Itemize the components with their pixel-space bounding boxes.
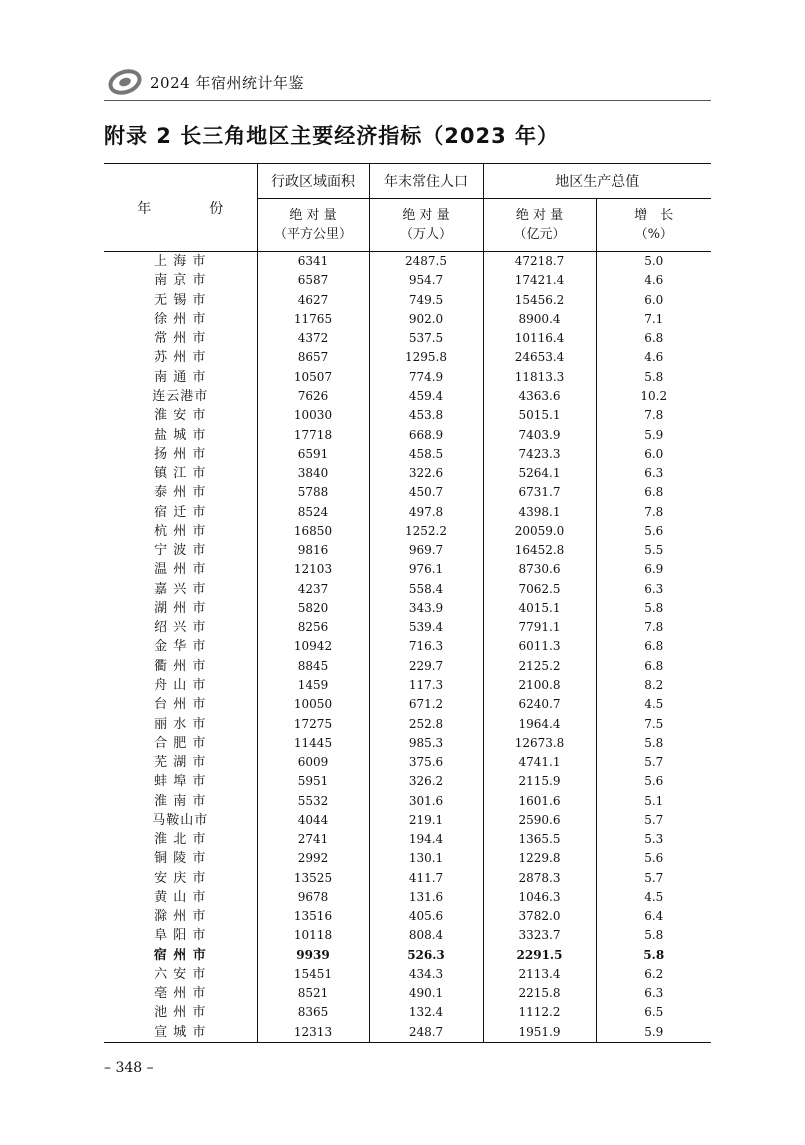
city-name-cell: 盐 城 市 bbox=[154, 427, 207, 443]
population-cell: 117.3 bbox=[369, 676, 483, 695]
population-cell: 248.7 bbox=[369, 1023, 483, 1043]
population-cell: 539.4 bbox=[369, 618, 483, 637]
city-name-cell: 丽 水 市 bbox=[154, 716, 207, 732]
city-name-cell: 蚌 埠 市 bbox=[154, 774, 207, 790]
city-name-cell: 铜 陵 市 bbox=[154, 851, 207, 867]
city-name-cell: 台 州 市 bbox=[154, 697, 207, 713]
table-row bbox=[104, 926, 711, 945]
area-cell: 17718 bbox=[257, 425, 369, 444]
city-name-cell: 宁 波 市 bbox=[154, 543, 207, 559]
area-cell: 6587 bbox=[257, 271, 369, 290]
area-cell: 4372 bbox=[257, 329, 369, 348]
table-row bbox=[104, 483, 711, 502]
growth-cell: 5.1 bbox=[596, 791, 711, 810]
population-cell: 130.1 bbox=[369, 849, 483, 868]
population-cell: 668.9 bbox=[369, 425, 483, 444]
area-cell: 16850 bbox=[257, 522, 369, 541]
subheader-gdp: 绝 对 量 （亿元） bbox=[483, 199, 596, 252]
gdp-cell: 2113.4 bbox=[483, 965, 596, 984]
growth-cell: 6.4 bbox=[596, 907, 711, 926]
growth-cell: 10.2 bbox=[596, 387, 711, 406]
growth-cell: 7.5 bbox=[596, 714, 711, 733]
city-name-cell: 合 肥 市 bbox=[154, 735, 207, 751]
growth-cell: 5.8 bbox=[596, 368, 711, 387]
city-name-cell: 芜 湖 市 bbox=[154, 755, 207, 771]
area-cell: 13525 bbox=[257, 869, 369, 888]
table-row bbox=[104, 580, 711, 599]
city-name-cell: 舟 山 市 bbox=[154, 677, 207, 693]
gdp-cell: 24653.4 bbox=[483, 348, 596, 367]
growth-cell: 5.7 bbox=[596, 869, 711, 888]
population-cell: 301.6 bbox=[369, 791, 483, 810]
growth-cell: 6.3 bbox=[596, 984, 711, 1003]
page-title: 附录 2 长三角地区主要经济指标（2023 年） bbox=[104, 124, 559, 148]
growth-cell: 4.5 bbox=[596, 695, 711, 714]
city-name-cell: 常 州 市 bbox=[154, 331, 207, 347]
table-row bbox=[104, 599, 711, 618]
table-row bbox=[104, 791, 711, 810]
population-cell: 411.7 bbox=[369, 869, 483, 888]
population-cell: 497.8 bbox=[369, 502, 483, 521]
table-row bbox=[104, 734, 711, 753]
gdp-cell: 7062.5 bbox=[483, 580, 596, 599]
area-cell: 12313 bbox=[257, 1023, 369, 1043]
city-name-cell: 安 庆 市 bbox=[154, 870, 207, 886]
growth-cell: 7.1 bbox=[596, 310, 711, 329]
growth-cell: 6.8 bbox=[596, 657, 711, 676]
population-cell: 954.7 bbox=[369, 271, 483, 290]
gdp-cell: 47218.7 bbox=[483, 252, 596, 272]
area-cell: 7626 bbox=[257, 387, 369, 406]
growth-cell: 6.3 bbox=[596, 580, 711, 599]
growth-cell: 6.5 bbox=[596, 1003, 711, 1022]
gdp-cell: 1964.4 bbox=[483, 714, 596, 733]
population-cell: 1295.8 bbox=[369, 348, 483, 367]
area-cell: 10118 bbox=[257, 926, 369, 945]
table-row bbox=[104, 888, 711, 907]
population-cell: 537.5 bbox=[369, 329, 483, 348]
city-name-cell: 镇 江 市 bbox=[154, 466, 207, 482]
city-name-cell: 南 通 市 bbox=[154, 369, 207, 385]
year-header: 年 份 bbox=[104, 164, 257, 252]
growth-cell: 5.9 bbox=[596, 1023, 711, 1043]
growth-cell: 8.2 bbox=[596, 676, 711, 695]
gdp-cell: 11813.3 bbox=[483, 368, 596, 387]
gdp-cell: 1046.3 bbox=[483, 888, 596, 907]
table-row bbox=[104, 406, 711, 425]
city-name-cell: 淮 安 市 bbox=[154, 408, 207, 424]
growth-cell: 7.8 bbox=[596, 502, 711, 521]
population-cell: 434.3 bbox=[369, 965, 483, 984]
population-cell: 252.8 bbox=[369, 714, 483, 733]
city-name-cell: 宣 城 市 bbox=[104, 1023, 257, 1043]
group-header-gdp: 地区生产总值 bbox=[483, 164, 711, 199]
gdp-cell: 16452.8 bbox=[483, 541, 596, 560]
table-row bbox=[104, 348, 711, 367]
area-cell: 9816 bbox=[257, 541, 369, 560]
table-row bbox=[104, 946, 711, 965]
population-cell: 459.4 bbox=[369, 387, 483, 406]
city-name-cell: 连云港市 bbox=[152, 388, 209, 404]
area-cell: 4627 bbox=[257, 291, 369, 310]
population-cell: 453.8 bbox=[369, 406, 483, 425]
table-row bbox=[104, 676, 711, 695]
population-cell: 131.6 bbox=[369, 888, 483, 907]
city-name-cell: 黄 山 市 bbox=[154, 889, 207, 905]
growth-cell: 5.6 bbox=[596, 772, 711, 791]
gdp-cell: 1365.5 bbox=[483, 830, 596, 849]
city-name-cell: 苏 州 市 bbox=[154, 350, 207, 366]
population-cell: 326.2 bbox=[369, 772, 483, 791]
table-row bbox=[104, 252, 711, 272]
area-cell: 2992 bbox=[257, 849, 369, 868]
area-cell: 10942 bbox=[257, 637, 369, 656]
gdp-cell: 8730.6 bbox=[483, 560, 596, 579]
city-name-cell: 无 锡 市 bbox=[154, 292, 207, 308]
growth-cell: 6.0 bbox=[596, 291, 711, 310]
table-row bbox=[104, 541, 711, 560]
growth-cell: 5.8 bbox=[596, 734, 711, 753]
city-name-cell: 滁 州 市 bbox=[154, 909, 207, 925]
gdp-cell: 4363.6 bbox=[483, 387, 596, 406]
area-cell: 6341 bbox=[257, 252, 369, 272]
table-row bbox=[104, 368, 711, 387]
population-cell: 132.4 bbox=[369, 1003, 483, 1022]
table-row bbox=[104, 560, 711, 579]
city-name-cell: 绍 兴 市 bbox=[154, 620, 207, 636]
city-name-cell: 池 州 市 bbox=[154, 1005, 207, 1021]
gdp-cell: 1951.9 bbox=[483, 1023, 596, 1043]
page-number: – 348 – bbox=[104, 1060, 154, 1076]
area-cell: 5532 bbox=[257, 791, 369, 810]
gdp-cell: 7791.1 bbox=[483, 618, 596, 637]
gdp-cell: 20059.0 bbox=[483, 522, 596, 541]
gdp-cell: 2100.8 bbox=[483, 676, 596, 695]
growth-cell: 5.9 bbox=[596, 425, 711, 444]
area-cell: 9678 bbox=[257, 888, 369, 907]
running-header bbox=[108, 66, 304, 98]
table-row bbox=[104, 502, 711, 521]
growth-cell: 5.3 bbox=[596, 830, 711, 849]
growth-cell: 6.8 bbox=[596, 483, 711, 502]
city-name-cell: 泰 州 市 bbox=[154, 485, 207, 501]
header-rule bbox=[104, 100, 711, 101]
yearbook-logo-icon bbox=[108, 69, 142, 95]
area-cell: 5820 bbox=[257, 599, 369, 618]
table-row bbox=[104, 753, 711, 772]
area-cell: 9939 bbox=[257, 946, 369, 965]
area-cell: 6009 bbox=[257, 753, 369, 772]
city-name-cell: 湖 州 市 bbox=[154, 600, 207, 616]
gdp-cell: 5264.1 bbox=[483, 464, 596, 483]
gdp-cell: 2878.3 bbox=[483, 869, 596, 888]
population-cell: 749.5 bbox=[369, 291, 483, 310]
table-row bbox=[104, 445, 711, 464]
city-name-cell: 温 州 市 bbox=[154, 562, 207, 578]
population-cell: 490.1 bbox=[369, 984, 483, 1003]
table-row bbox=[104, 637, 711, 656]
population-cell: 716.3 bbox=[369, 637, 483, 656]
population-cell: 969.7 bbox=[369, 541, 483, 560]
gdp-cell: 6731.7 bbox=[483, 483, 596, 502]
area-cell: 6591 bbox=[257, 445, 369, 464]
area-cell: 4237 bbox=[257, 580, 369, 599]
subheader-population: 绝 对 量 （万人） bbox=[369, 199, 483, 252]
population-cell: 343.9 bbox=[369, 599, 483, 618]
growth-cell: 7.8 bbox=[596, 618, 711, 637]
city-name-cell: 淮 北 市 bbox=[154, 832, 207, 848]
area-cell: 13516 bbox=[257, 907, 369, 926]
population-cell: 229.7 bbox=[369, 657, 483, 676]
city-name-cell: 杭 州 市 bbox=[154, 523, 207, 539]
gdp-cell: 1112.2 bbox=[483, 1003, 596, 1022]
gdp-cell: 3323.7 bbox=[483, 926, 596, 945]
city-name-cell: 宿 迁 市 bbox=[154, 504, 207, 520]
gdp-cell: 2590.6 bbox=[483, 811, 596, 830]
table-row bbox=[104, 869, 711, 888]
gdp-cell: 17421.4 bbox=[483, 271, 596, 290]
gdp-cell: 1601.6 bbox=[483, 791, 596, 810]
group-header-area: 行政区域面积 bbox=[257, 164, 369, 199]
population-cell: 1252.2 bbox=[369, 522, 483, 541]
population-cell: 219.1 bbox=[369, 811, 483, 830]
population-cell: 194.4 bbox=[369, 830, 483, 849]
growth-cell: 7.8 bbox=[596, 406, 711, 425]
population-cell: 671.2 bbox=[369, 695, 483, 714]
population-cell: 375.6 bbox=[369, 753, 483, 772]
city-name-cell: 阜 阳 市 bbox=[154, 928, 207, 944]
city-name-cell: 宿 州 市 bbox=[153, 947, 207, 963]
table-row bbox=[104, 907, 711, 926]
table-row bbox=[104, 849, 711, 868]
gdp-cell: 12673.8 bbox=[483, 734, 596, 753]
table-row bbox=[104, 291, 711, 310]
area-cell: 15451 bbox=[257, 965, 369, 984]
growth-cell: 6.9 bbox=[596, 560, 711, 579]
city-name-cell: 嘉 兴 市 bbox=[154, 581, 207, 597]
table-row bbox=[104, 1023, 711, 1043]
table-row bbox=[104, 464, 711, 483]
area-cell: 1459 bbox=[257, 676, 369, 695]
growth-cell: 5.8 bbox=[596, 926, 711, 945]
table-row bbox=[104, 695, 711, 714]
city-name-cell: 金 华 市 bbox=[154, 639, 207, 655]
area-cell: 8256 bbox=[257, 618, 369, 637]
city-name-cell: 淮 南 市 bbox=[154, 793, 207, 809]
area-cell: 2741 bbox=[257, 830, 369, 849]
city-name-cell: 扬 州 市 bbox=[154, 446, 207, 462]
table-row bbox=[104, 329, 711, 348]
city-name-cell: 衢 州 市 bbox=[154, 658, 207, 674]
table-row bbox=[104, 387, 711, 406]
growth-cell: 5.0 bbox=[596, 252, 711, 272]
area-cell: 4044 bbox=[257, 811, 369, 830]
table-row bbox=[104, 1003, 711, 1022]
table-row bbox=[104, 271, 711, 290]
table-row bbox=[104, 830, 711, 849]
area-cell: 3840 bbox=[257, 464, 369, 483]
area-cell: 5951 bbox=[257, 772, 369, 791]
growth-cell: 4.5 bbox=[596, 888, 711, 907]
population-cell: 405.6 bbox=[369, 907, 483, 926]
city-name-cell: 马鞍山市 bbox=[152, 812, 209, 828]
gdp-cell: 3782.0 bbox=[483, 907, 596, 926]
city-name-cell: 徐 州 市 bbox=[154, 311, 207, 327]
table-row bbox=[104, 965, 711, 984]
gdp-cell: 7403.9 bbox=[483, 425, 596, 444]
area-cell: 8365 bbox=[257, 1003, 369, 1022]
gdp-cell: 4015.1 bbox=[483, 599, 596, 618]
gdp-cell: 4741.1 bbox=[483, 753, 596, 772]
city-name-cell: 南 京 市 bbox=[154, 273, 207, 289]
area-cell: 11445 bbox=[257, 734, 369, 753]
area-cell: 10030 bbox=[257, 406, 369, 425]
subheader-area: 绝 对 量 （平方公里） bbox=[257, 199, 369, 252]
population-cell: 322.6 bbox=[369, 464, 483, 483]
gdp-cell: 15456.2 bbox=[483, 291, 596, 310]
growth-cell: 6.8 bbox=[596, 637, 711, 656]
gdp-cell: 7423.3 bbox=[483, 445, 596, 464]
area-cell: 11765 bbox=[257, 310, 369, 329]
growth-cell: 5.6 bbox=[596, 849, 711, 868]
growth-cell: 6.0 bbox=[596, 445, 711, 464]
area-cell: 8524 bbox=[257, 502, 369, 521]
growth-cell: 5.5 bbox=[596, 541, 711, 560]
table-row bbox=[104, 811, 711, 830]
table-row bbox=[104, 522, 711, 541]
population-cell: 902.0 bbox=[369, 310, 483, 329]
growth-cell: 6.2 bbox=[596, 965, 711, 984]
population-cell: 774.9 bbox=[369, 368, 483, 387]
gdp-cell: 1229.8 bbox=[483, 849, 596, 868]
population-cell: 985.3 bbox=[369, 734, 483, 753]
population-cell: 450.7 bbox=[369, 483, 483, 502]
gdp-cell: 2115.9 bbox=[483, 772, 596, 791]
growth-cell: 5.7 bbox=[596, 753, 711, 772]
population-cell: 976.1 bbox=[369, 560, 483, 579]
growth-cell: 5.8 bbox=[596, 946, 711, 965]
area-cell: 10050 bbox=[257, 695, 369, 714]
growth-cell: 4.6 bbox=[596, 348, 711, 367]
population-cell: 558.4 bbox=[369, 580, 483, 599]
table-row bbox=[104, 984, 711, 1003]
economic-indicators-table bbox=[104, 163, 711, 1043]
subheader-growth: 增 长 （%） bbox=[596, 199, 711, 252]
growth-cell: 6.8 bbox=[596, 329, 711, 348]
population-cell: 526.3 bbox=[369, 946, 483, 965]
table-row bbox=[104, 425, 711, 444]
table-row bbox=[104, 657, 711, 676]
table-row bbox=[104, 714, 711, 733]
gdp-cell: 10116.4 bbox=[483, 329, 596, 348]
gdp-cell: 8900.4 bbox=[483, 310, 596, 329]
area-cell: 10507 bbox=[257, 368, 369, 387]
growth-cell: 5.7 bbox=[596, 811, 711, 830]
area-cell: 8845 bbox=[257, 657, 369, 676]
area-cell: 8521 bbox=[257, 984, 369, 1003]
growth-cell: 5.6 bbox=[596, 522, 711, 541]
gdp-cell: 4398.1 bbox=[483, 502, 596, 521]
gdp-cell: 6011.3 bbox=[483, 637, 596, 656]
table-body bbox=[104, 252, 711, 1043]
table-row bbox=[104, 618, 711, 637]
city-name-cell: 亳 州 市 bbox=[154, 986, 207, 1002]
gdp-cell: 2291.5 bbox=[483, 946, 596, 965]
area-cell: 5788 bbox=[257, 483, 369, 502]
growth-cell: 6.3 bbox=[596, 464, 711, 483]
gdp-cell: 2215.8 bbox=[483, 984, 596, 1003]
gdp-cell: 5015.1 bbox=[483, 406, 596, 425]
city-name-cell: 六 安 市 bbox=[154, 966, 207, 982]
city-name-cell: 上 海 市 bbox=[154, 254, 207, 270]
table-row bbox=[104, 310, 711, 329]
population-cell: 458.5 bbox=[369, 445, 483, 464]
area-cell: 8657 bbox=[257, 348, 369, 367]
population-cell: 808.4 bbox=[369, 926, 483, 945]
population-cell: 2487.5 bbox=[369, 252, 483, 272]
gdp-cell: 6240.7 bbox=[483, 695, 596, 714]
header-title: 2024 年宿州统计年鉴 bbox=[150, 73, 304, 92]
group-header-population: 年末常住人口 bbox=[369, 164, 483, 199]
table-row bbox=[104, 772, 711, 791]
gdp-cell: 2125.2 bbox=[483, 657, 596, 676]
area-cell: 12103 bbox=[257, 560, 369, 579]
growth-cell: 4.6 bbox=[596, 271, 711, 290]
growth-cell: 5.8 bbox=[596, 599, 711, 618]
area-cell: 17275 bbox=[257, 714, 369, 733]
